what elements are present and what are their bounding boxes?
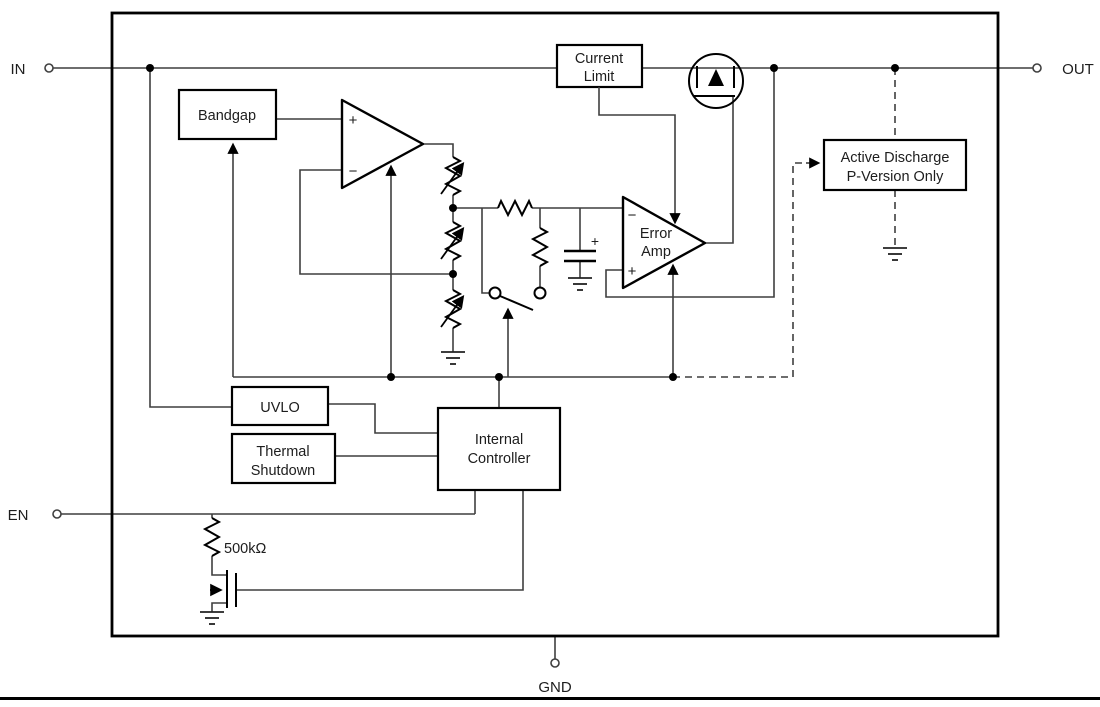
feedback-select-switch (490, 288, 546, 378)
current-limit-label-line2: Limit (583, 69, 615, 85)
current-limit-to-error-amp-arrow (599, 87, 675, 221)
divider-ground-icon (441, 352, 465, 364)
internal-controller-block (438, 408, 560, 490)
switch-left-wire (482, 208, 489, 293)
reference-amp-plus-input: + (348, 112, 358, 129)
junction-out-discharge (891, 64, 899, 72)
current-limit-label-line1: Current (574, 51, 624, 67)
active-discharge-ground-icon (883, 248, 907, 260)
compensation-capacitor (564, 233, 599, 261)
capacitor-polarity-sign: + (590, 233, 600, 249)
controller-to-gate-wire (236, 490, 523, 590)
junction-bus-controller (495, 373, 503, 381)
error-amp-output-wire (705, 97, 733, 243)
thermal-shutdown-label-line1: Thermal (256, 444, 310, 460)
pulldown-drain-wire (212, 556, 227, 575)
en-fet-ground-icon (200, 612, 224, 624)
in-pin-label: IN (10, 61, 26, 78)
amp1-feedback-wire (300, 170, 453, 274)
active-discharge-label-line1: Active Discharge (840, 150, 950, 166)
gnd-pin-label: GND (538, 679, 572, 696)
thermal-shutdown-label-line2: Shutdown (250, 463, 316, 479)
error-amp-label-line2: Amp (641, 244, 671, 260)
internal-controller-label-line1: Internal (474, 432, 524, 448)
gnd-terminal (551, 659, 559, 667)
error-amp-label-line1: Error (639, 226, 673, 242)
shunt-resistor (533, 228, 547, 266)
switch-blade (500, 296, 533, 310)
junction-vout-feedback (770, 64, 778, 72)
uvlo-label: UVLO (260, 400, 300, 416)
en-terminal (53, 510, 61, 518)
in-terminal (45, 64, 53, 72)
capacitor-ground-icon (568, 278, 592, 290)
uvlo-output-wire (328, 404, 438, 433)
error-amp-plus-input: + (627, 263, 637, 280)
junction-divider-top-tap (449, 204, 457, 212)
junction-bus-error-amp (669, 373, 677, 381)
fet-source-wire (212, 603, 227, 612)
amp1-output-wire (423, 144, 453, 157)
out-terminal (1033, 64, 1041, 72)
switch-contact-left (490, 288, 501, 299)
bandgap-label: Bandgap (197, 108, 257, 124)
reference-amp-minus-input: − (348, 163, 358, 180)
en-pin-label: EN (7, 507, 29, 524)
pass-fet-symbol (689, 54, 743, 108)
pass-fet-arrow-icon (708, 69, 724, 86)
junction-divider-mid-tap (449, 270, 457, 278)
dashed-discharge-wire (673, 163, 806, 377)
junction-in (146, 64, 154, 72)
junction-bus-amp1 (387, 373, 395, 381)
series-resistor (498, 201, 532, 215)
en-pulldown-resistor-value: 500kΩ (224, 541, 267, 557)
internal-controller-label-line2: Controller (467, 451, 531, 467)
active-discharge-label-line2: P-Version Only (846, 169, 944, 185)
page-bottom-rule (0, 697, 1100, 700)
en-pulldown-resistor (205, 518, 219, 556)
out-pin-label: OUT (1062, 61, 1094, 78)
error-amp-minus-input: − (627, 207, 637, 224)
switch-contact-right (535, 288, 546, 299)
